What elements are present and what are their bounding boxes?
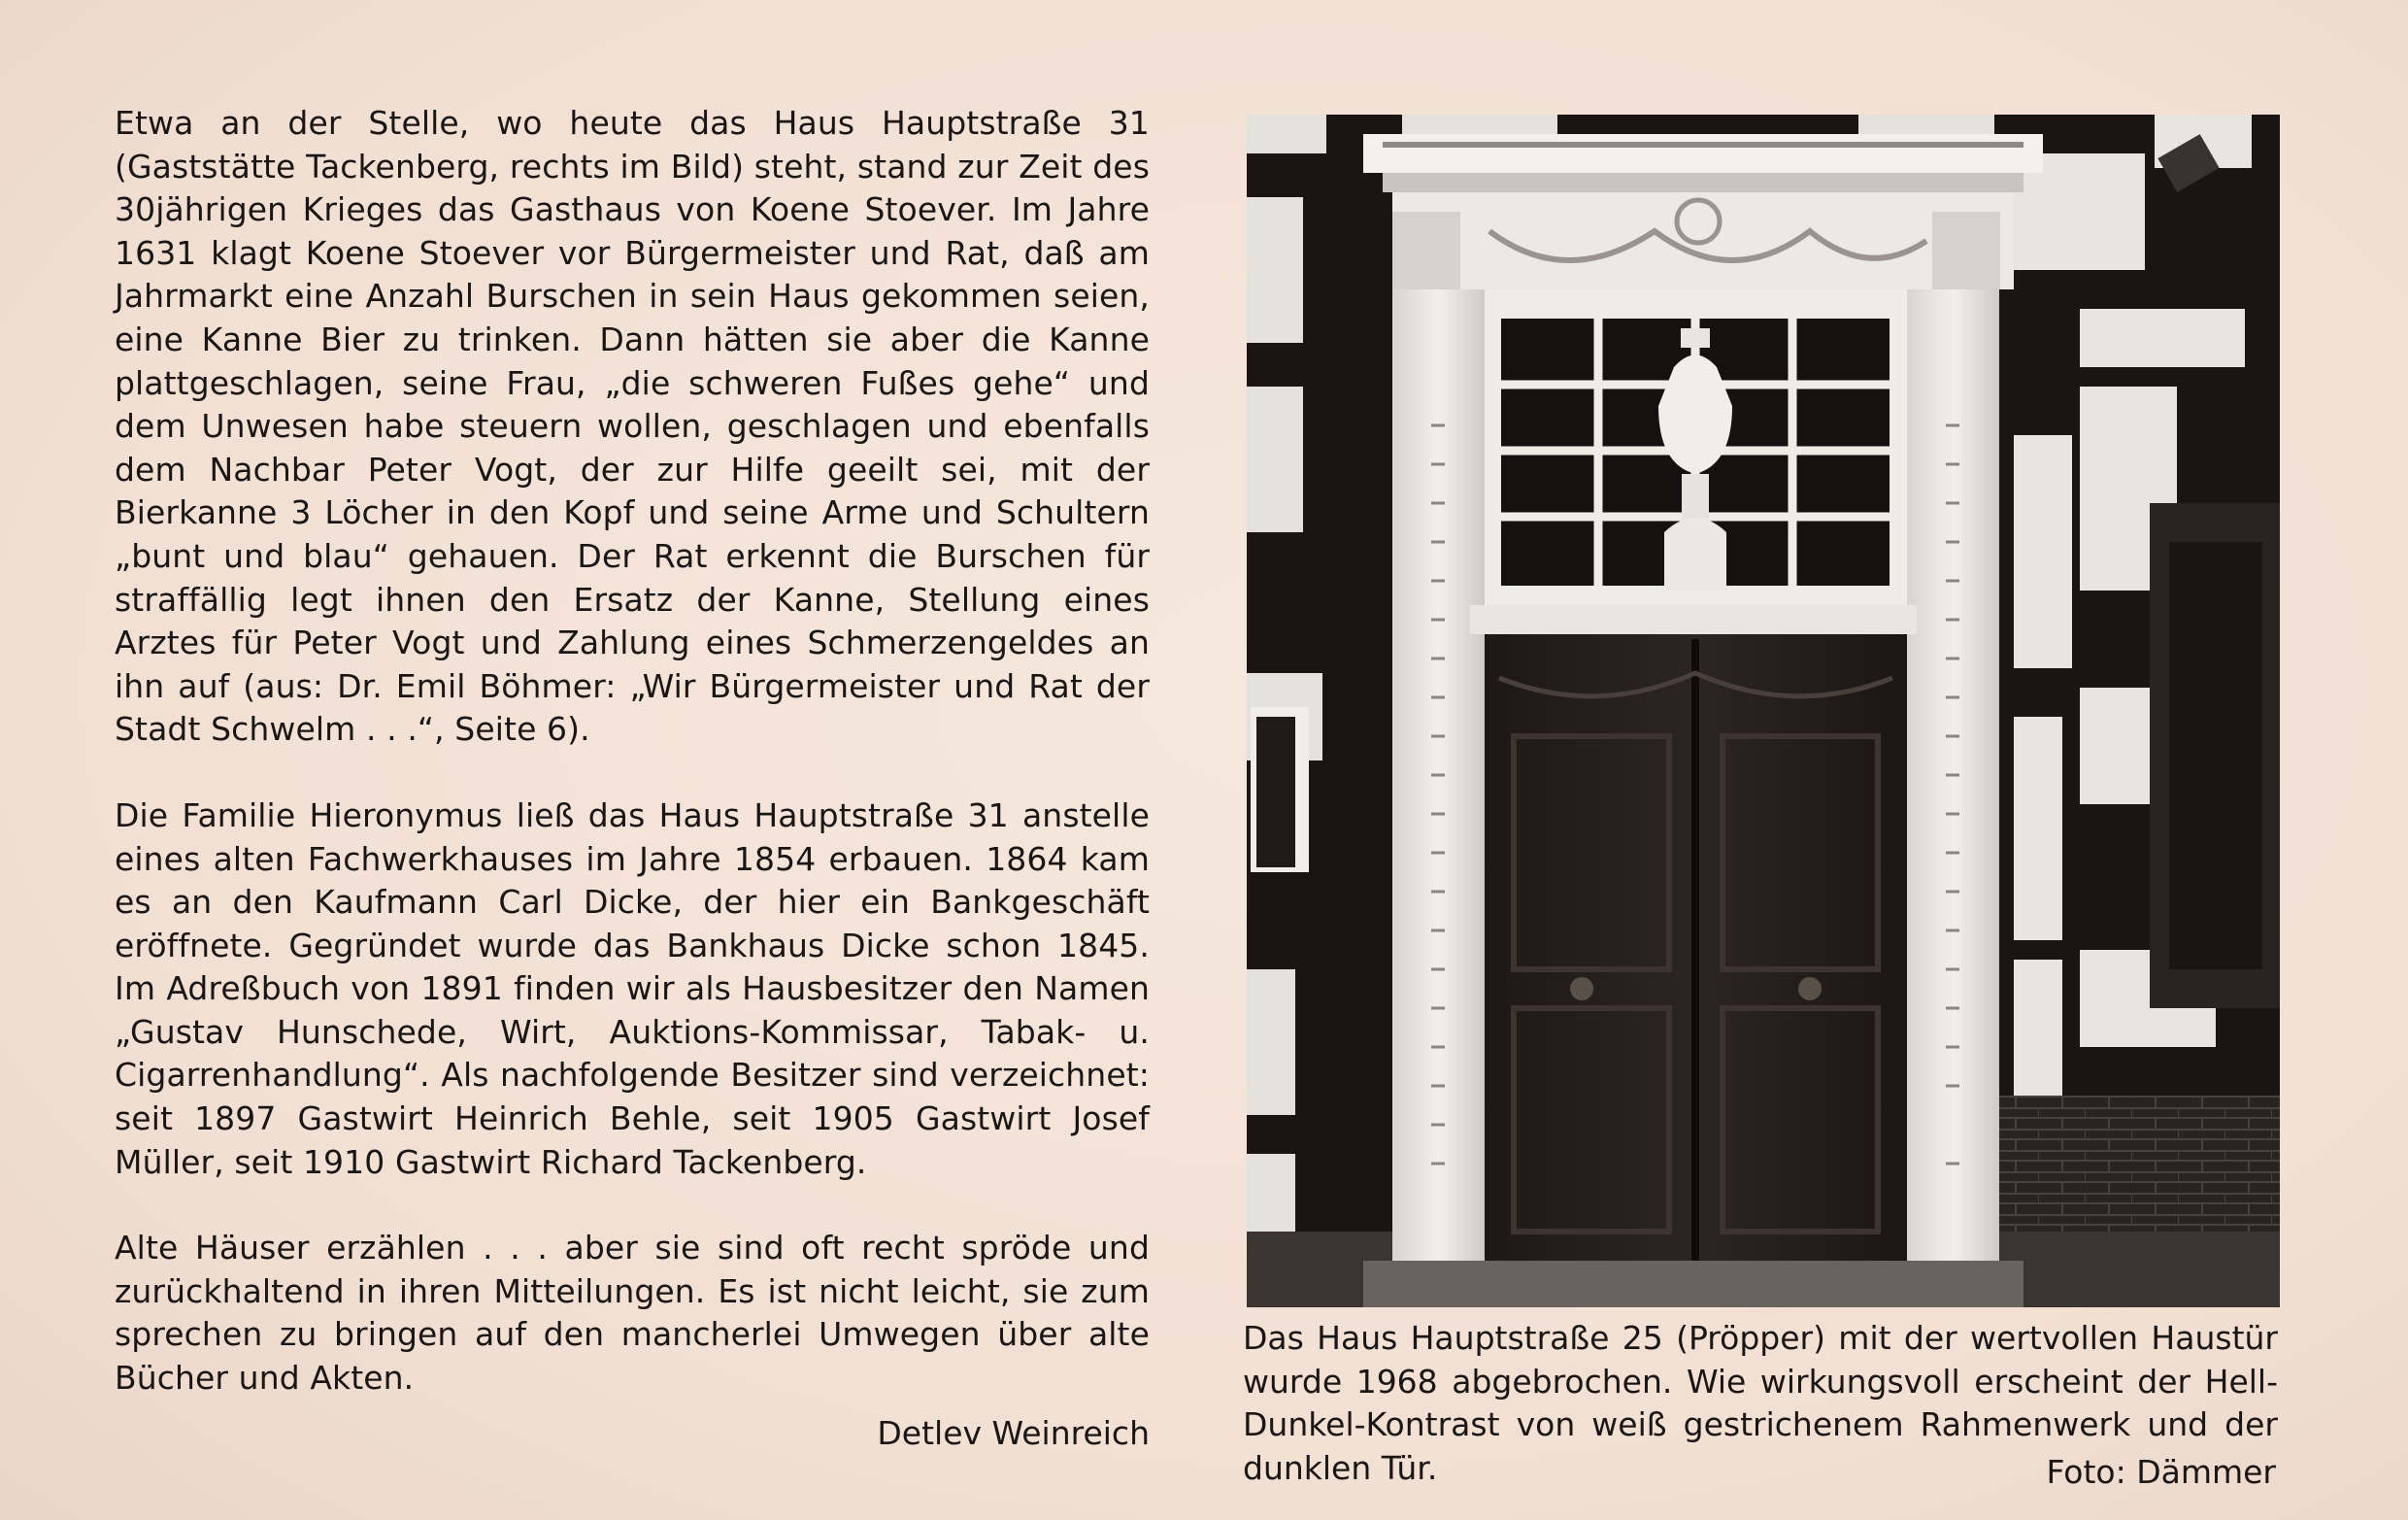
photo-caption: Das Haus Hauptstraße 25 (Pröpper) mit der wertvollen Haustür wurde 1968 abgebrochen. Wie wirkungsvoll erscheint der Hell-Dunkel-Kontrast von weiß gestrichenem Rahmenwerk und der dunklen Tür.	[1243, 1319, 2278, 1487]
photo-credit: Foto: Dämmer	[2046, 1453, 2276, 1491]
author-signature: Detlev Weinreich	[877, 1413, 1150, 1452]
article-paragraph-2: Die Familie Hieronymus ließ das Haus Hauptstraße 31 anstelle eines alten Fachwerkhauses im Jahre 1854 erbauen. 1864 kam es an den Kaufmann Carl Dicke, der hier ein Bankgeschäft eröffnete. Gegründet wurde das Bankhaus Dicke schon 1845. Im Adreßbuch von 1891 finden wir als Hausbesitzer den Namen „Gustav Hunschede, Wirt, Auktions-Kommissar, Tabak- u. Cigarrenhandlung“. Als nachfolgende Besitzer sind verzeichnet: seit 1897 Gastwirt Heinrich Behle, seit 1905 Gastwirt Josef Müller, seit 1910 Gastwirt Richard Tackenberg.	[115, 795, 1150, 1181]
article-paragraph-3: Alte Häuser erzählen . . . aber sie sind oft recht spröde und zurückhaltend in ihren Mitteilungen. Es ist nicht leicht, sie zum sprechen zu bringen auf den mancherlei Umwegen über alte Bücher und Akten.	[115, 1229, 1150, 1398]
article-text-column	[115, 102, 1150, 1455]
doorway-photograph	[1247, 115, 2280, 1307]
article-paragraph-1: Etwa an der Stelle, wo heute das Haus Hauptstraße 31 (Gaststätte Tackenberg, rechts im Bild) steht, stand zur Zeit des 30jährigen Krieges das Gasthaus von Koene Stoever. Im Jahre 1631 klagt Koene Stoever vor Bürgermeister und Rat, daß am Jahrmarkt eine Anzahl Burschen in sein Haus gekommen seien, eine Kanne Bier zu trinken. Dann hätten sie aber die Kanne plattgeschlagen, seine Frau, „die schweren Fußes gehe“ und dem Unwesen habe steuern wollen, geschlagen und ebenfalls dem Nachbar Peter Vogt, der zur Hilfe geeilt sei, mit der Bierkanne 3 Löcher in den Kopf und seine Arme und Schultern „bunt und blau“ gehauen. Der Rat erkennt die Burschen für straffällig legt ihnen den Ersatz der Kanne, Stellung eines Arztes für Peter Vogt und Zahlung eines Schmerzengeldes an ihn auf (aus: Dr. Emil Böhmer: „Wir Bürgermeister und Rat der Stadt Schwelm . . .“, Seite 6).	[115, 104, 1150, 749]
